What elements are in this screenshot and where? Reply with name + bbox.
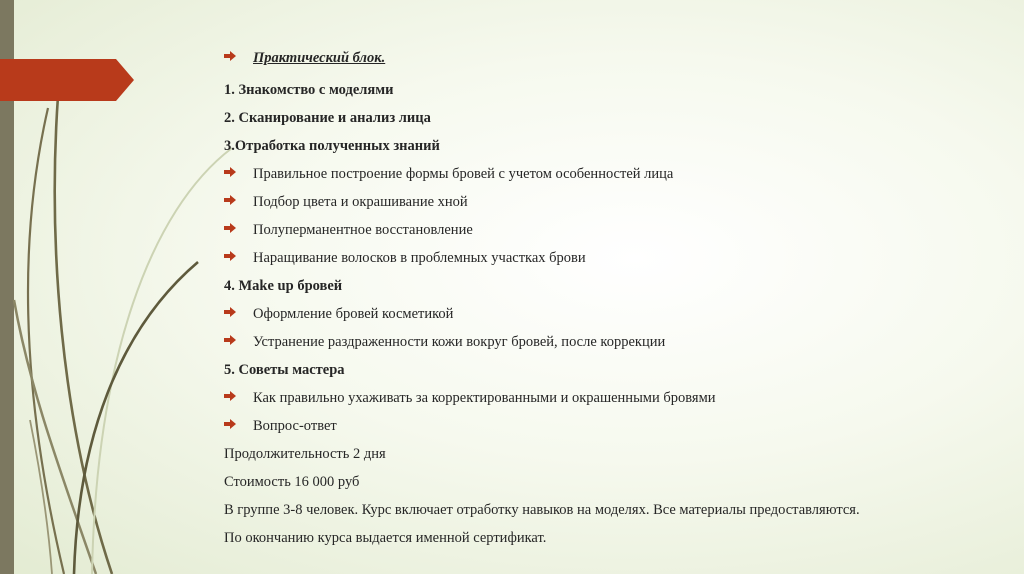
arrow-bullet-icon: [224, 307, 236, 317]
line-text: По окончанию курса выдается именной сертификат.: [224, 530, 547, 546]
arrow-bullet-icon: [224, 223, 236, 233]
line-text: Наращивание волосков в проблемных участках брови: [253, 250, 586, 266]
line-text: 5. Советы мастера: [224, 362, 345, 378]
arrow-bullet-icon: [224, 195, 236, 205]
arrow-bullet-icon: [224, 251, 236, 261]
line-text: В группе 3-8 человек. Курс включает отработку навыков на моделях. Все материалы предоставляются.: [224, 502, 860, 518]
line-text: Полуперманентное восстановление: [253, 222, 473, 238]
arrow-bullet-icon: [224, 391, 236, 401]
line-text: Подбор цвета и окрашивание хной: [253, 194, 468, 210]
line-text: Как правильно ухаживать за корректированными и окрашенными бровями: [253, 390, 716, 406]
arrow-bullet-icon: [224, 335, 236, 345]
line-text: 4. Make up бровей: [224, 278, 343, 294]
arrow-bullet-icon: [224, 167, 236, 177]
red-tab-shape: [0, 59, 134, 101]
line-text: Оформление бровей косметикой: [253, 306, 454, 322]
line-text: Вопрос-ответ: [253, 418, 337, 434]
line-text: 1. Знакомство с моделями: [224, 82, 394, 98]
arrow-bullet-icon: [224, 419, 236, 429]
line-text: 2. Сканирование и анализ лица: [224, 110, 431, 126]
line-text: Устранение раздраженности кожи вокруг бровей, после коррекции: [253, 334, 666, 350]
line-text: 3.Отработка полученных знаний: [224, 138, 440, 154]
line-text: Стоимость 16 000 руб: [224, 474, 360, 490]
section-title: Практический блок.: [253, 50, 386, 66]
arrow-bullet-icon: [224, 51, 236, 61]
line-text: Продолжительность 2 дня: [224, 446, 386, 462]
line-text: Правильное построение формы бровей с учетом особенностей лица: [253, 166, 674, 182]
